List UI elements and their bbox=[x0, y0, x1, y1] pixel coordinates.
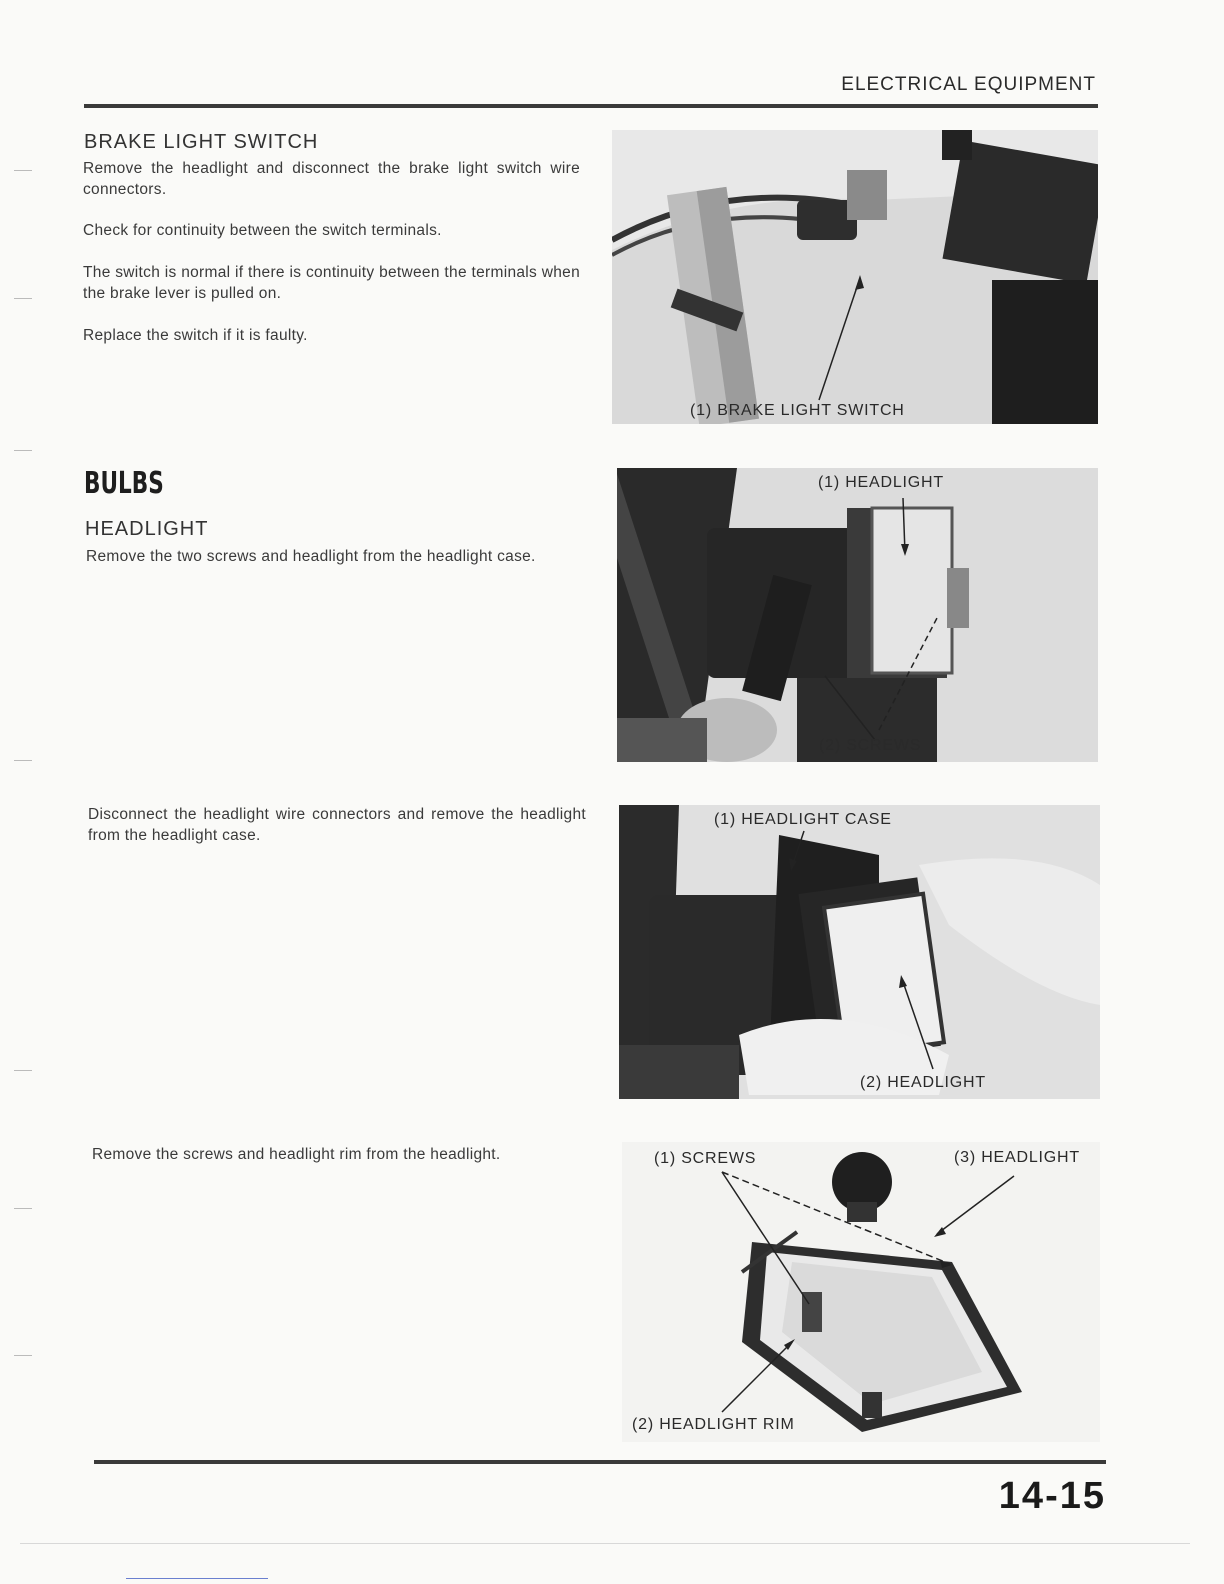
margin-mark bbox=[14, 170, 32, 171]
callout-brake-light-switch: (1) BRAKE LIGHT SWITCH bbox=[690, 402, 905, 419]
callout-screws: (1) SCREWS bbox=[654, 1150, 757, 1167]
headlight-step2-text: Disconnect the headlight wire connectors and remove the headlight from the headlight case. bbox=[88, 806, 586, 844]
brake-switch-paragraph: The switch is normal if there is continuity between the terminals when the brake lever is pulled on. bbox=[83, 264, 580, 302]
headlight-heading: HEADLIGHT bbox=[85, 518, 209, 540]
brake-switch-paragraph: Replace the switch if it is faulty. bbox=[83, 327, 308, 344]
callout-headlight: (1) HEADLIGHT bbox=[818, 474, 944, 491]
callout-headlight: (2) HEADLIGHT bbox=[860, 1074, 986, 1091]
margin-mark bbox=[14, 1355, 32, 1356]
bottom-rule bbox=[94, 1460, 1106, 1464]
margin-mark bbox=[14, 760, 32, 761]
brake-light-switch-heading: BRAKE LIGHT SWITCH bbox=[84, 131, 319, 153]
callout-headlight-case: (1) HEADLIGHT CASE bbox=[714, 811, 892, 828]
headlight-step3-text: Remove the screws and headlight rim from the headlight. bbox=[92, 1146, 501, 1163]
scan-artifact-line bbox=[20, 1543, 1190, 1544]
headlight-step1-text: Remove the two screws and headlight from the headlight case. bbox=[86, 548, 536, 565]
page-number: 14-15 bbox=[998, 1475, 1106, 1517]
brake-light-switch-photo bbox=[612, 130, 1098, 424]
bulbs-section-title: BULBS bbox=[84, 466, 164, 501]
headlight-rim-photo bbox=[622, 1142, 1100, 1442]
margin-mark bbox=[14, 1208, 32, 1209]
callout-screws: (2) SCREWS bbox=[819, 737, 922, 754]
section-header-title: ELECTRICAL EQUIPMENT bbox=[841, 74, 1096, 95]
brake-switch-paragraph: Remove the headlight and disconnect the brake light switch wire connectors. bbox=[83, 160, 580, 198]
callout-headlight-rim: (2) HEADLIGHT RIM bbox=[632, 1416, 795, 1433]
headlight-case-photo bbox=[619, 805, 1100, 1099]
margin-mark bbox=[14, 450, 32, 451]
headlight-screws-photo bbox=[617, 468, 1098, 762]
margin-mark bbox=[14, 298, 32, 299]
callout-headlight: (3) HEADLIGHT bbox=[954, 1149, 1080, 1166]
margin-mark bbox=[14, 1070, 32, 1071]
scan-artifact-blue-line bbox=[126, 1578, 268, 1579]
top-rule bbox=[84, 104, 1098, 108]
brake-switch-paragraph: Check for continuity between the switch terminals. bbox=[83, 222, 442, 239]
